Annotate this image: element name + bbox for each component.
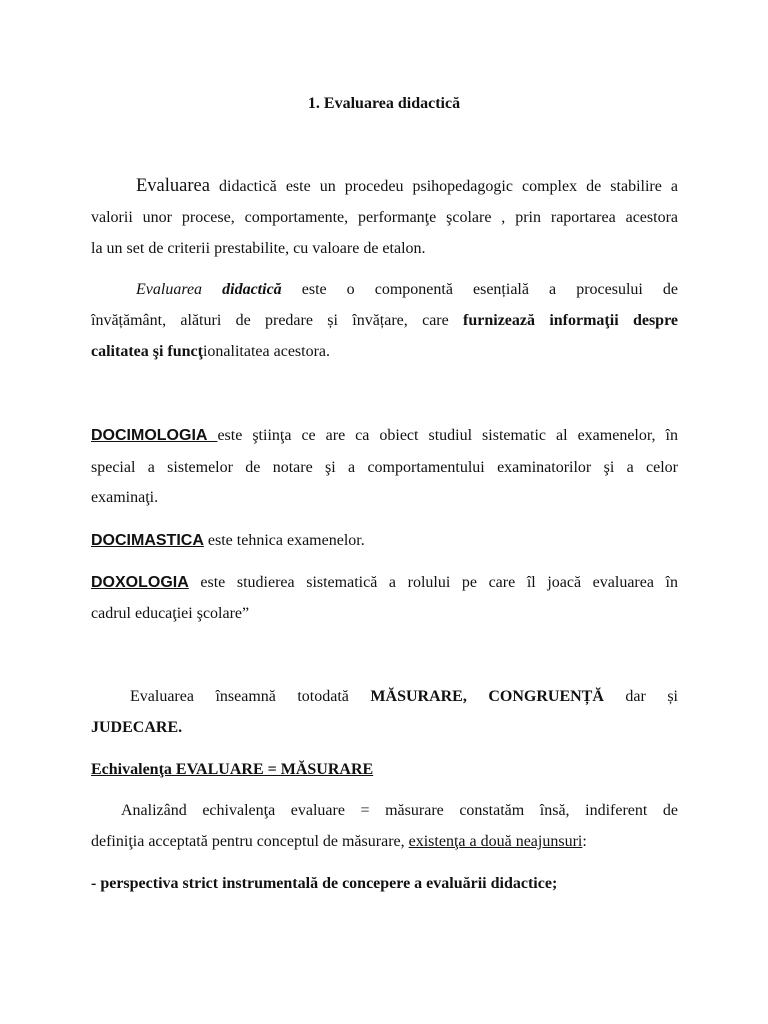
docimastica-line [91, 531, 365, 551]
docimologia-line2: special a sistemelor de notare şi a comportamentului examinatorilor şi a celor [91, 459, 678, 476]
docimologia-term: DOCIMOLOGIA [91, 427, 208, 444]
masurare-line1 [130, 687, 678, 707]
p2-lead-bold-italic: didactică [222, 281, 282, 298]
analiza-line2 [91, 832, 587, 852]
p1-line2: valorii unor procese, comportamente, performanţe şcolare , prin raportarea acestora [91, 209, 678, 226]
p1-line1 [136, 176, 678, 197]
p2-line2-a: învățământ, alături de predare și învățare, care [91, 312, 449, 329]
p2-line1-text: este o componentă esențială a procesului de [301, 281, 678, 298]
analiza-line1: Analizând echivalenţa evaluare = măsurare constatăm însă, indiferent de [121, 802, 678, 819]
docimastica-term: DOCIMASTICA [91, 532, 204, 549]
doxologia-term: DOXOLOGIA [91, 574, 189, 591]
p1-line1-text: didactică este un procedeu psihopedagogic complex de stabilire a [219, 178, 678, 195]
analiza-line2-a: definiţia acceptată pentru conceptul de măsurare, [91, 833, 405, 850]
bullet-item-1 [91, 874, 557, 894]
echivalenta-heading [91, 760, 373, 780]
p2-lead-italic: Evaluarea [136, 281, 203, 298]
doxologia-line1 [91, 573, 678, 593]
docimologia-line1-text: este ştiinţa ce are ca obiect studiul sistematic al examenelor, în [217, 427, 679, 444]
docimologia-line1 [91, 426, 678, 446]
page-title: 1. Evaluarea didactică [307, 95, 461, 112]
p2-line1 [136, 280, 678, 300]
p2-line3 [91, 342, 330, 362]
masurare-line1-b: MĂSURARE, CONGRUENȚĂ [370, 688, 604, 705]
p2-line2 [91, 311, 678, 331]
bullet-item-1-text: - perspectiva strict instrumentală de concepere a evaluării didactice; [91, 875, 558, 892]
docimologia-line3: examinaţi. [91, 489, 159, 506]
masurare-line1-a: Evaluarea înseamnă totodată [130, 688, 349, 705]
p1-line3: la un set de criterii prestabilite, cu valoare de etalon. [91, 240, 426, 257]
analiza-line2-b: existenţa a două neajunsuri [408, 833, 583, 850]
echivalenta-heading-text: Echivalenţa EVALUARE = MĂSURARE [91, 761, 374, 778]
p2-line2-c: ii despre [609, 312, 678, 329]
masurare-line1-c: dar și [625, 688, 678, 705]
analiza-line2-c: : [582, 833, 587, 850]
masurare-line2 [91, 718, 182, 738]
masurare-line2-text: JUDECARE. [91, 719, 183, 736]
docimologia-underlined-space [207, 427, 217, 444]
docimastica-text: este tehnica examenelor. [203, 532, 365, 549]
doxologia-line2: cadrul educaţiei şcolare” [91, 605, 250, 622]
p2-line3-a: calitatea şi funcţ [91, 343, 203, 360]
p1-lead: Evaluarea [136, 176, 210, 196]
doxologia-line1-text: este studierea sistematică a rolului pe care îl joacă evaluarea în [188, 574, 678, 591]
p2-line2-b: furnizează informaţ [463, 312, 610, 329]
p2-line3-b: ionalitatea acestora. [202, 343, 331, 360]
